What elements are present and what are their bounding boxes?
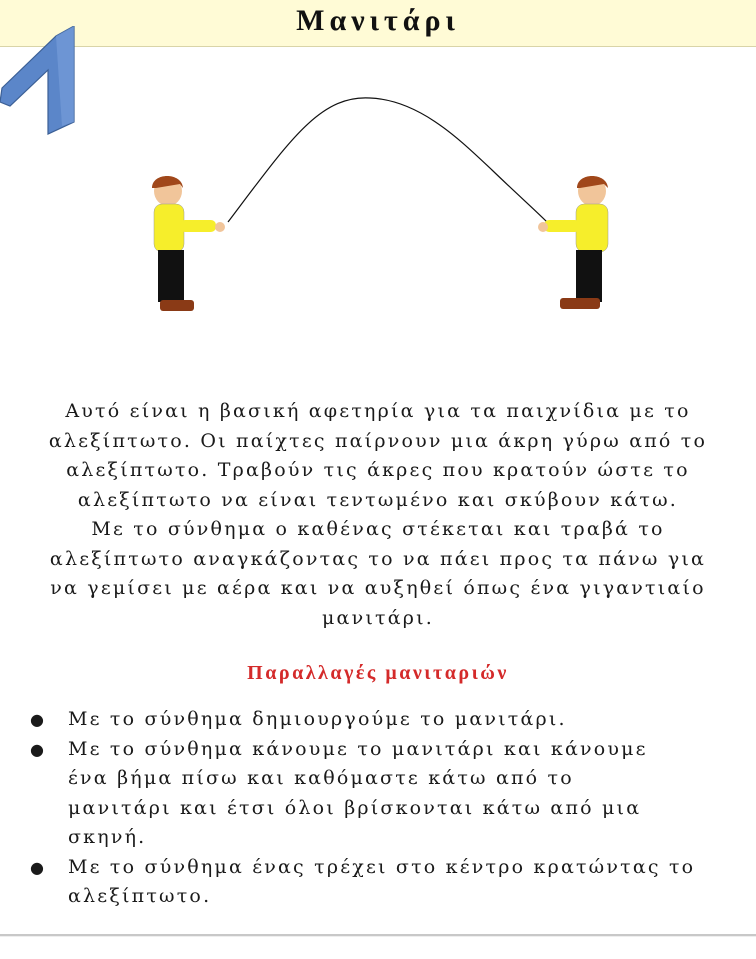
intro-line: αλεξίπτωτο να είναι τεντωμένο και σκύβουν κάτω. [77,488,679,511]
intro-line: αλεξίπτωτο. Τραβούν τις άκρες που κρατούν ώστε το [66,459,690,481]
page-title: Μανιτάρι [296,4,460,37]
list-item [30,705,746,735]
intro-line: αλεξίπτωτο. Οι παίχτες παίρνουν μια άκρη γύρω από το [48,429,708,452]
parachute-illustration [140,60,620,330]
bullet-icon: ● [30,857,47,877]
page-number-graphic [0,26,80,136]
intro-line: Αυτό είναι η βασική αφετηρία για τα παιχνίδια με το [65,400,691,422]
list-item-line: αλεξίπτωτο. [68,885,212,907]
bullet-icon: ● [30,710,47,729]
child-left [152,176,225,311]
title-bar [0,0,756,47]
list-item-line: Με το σύνθημα ένας τρέχει στο κέντρο κρατώντας το [68,855,696,878]
parachute-arc [228,98,547,222]
footer-divider [0,934,756,937]
list-item [30,853,746,912]
intro-line: Με το σύνθημα ο καθένας στέκεται και τραβά το [91,518,665,540]
intro-line: αλεξίπτωτο αναγκάζοντας το να πάει προς τα πάνω για [49,547,707,570]
bullet-icon: ● [30,739,47,759]
variations-list [30,705,746,912]
list-item-line: Με το σύνθημα κάνουμε το μανιτάρι και κάνουμε [68,737,648,760]
variations-heading: Παραλλαγές μανιταριών [247,662,509,684]
child-right [538,176,608,309]
list-item-line: ένα βήμα πίσω και καθόμαστε κάτω από το [68,767,574,789]
list-item [30,735,746,853]
list-item-line: σκηνή. [68,826,147,848]
intro-paragraph [20,397,736,633]
list-item-line: Με το σύνθημα δημιουργούμε το μανιτάρι. [68,708,567,730]
intro-line: μανιτάρι. [322,606,434,629]
list-item-line: μανιτάρι και έτσι όλοι βρίσκονται κάτω από μια [68,796,642,819]
intro-line: να γεμίσει με αέρα και να αυξηθεί όπως ένα γιγαντιαίο [50,577,706,599]
